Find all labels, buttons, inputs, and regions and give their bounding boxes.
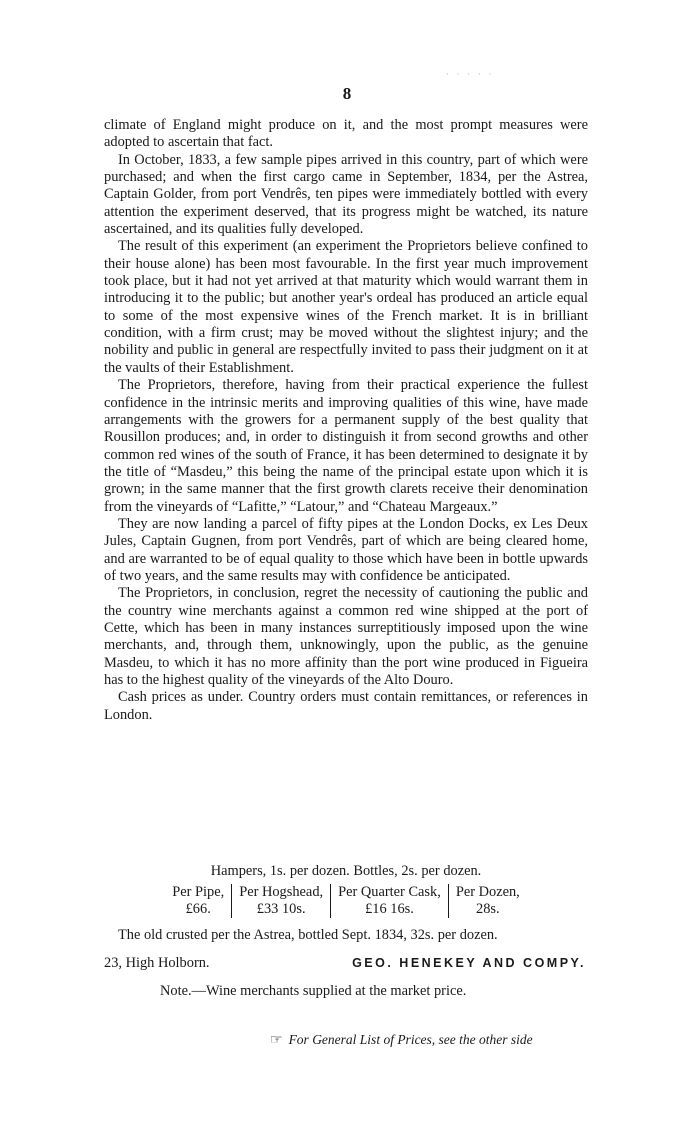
address: 23, High Holborn.: [104, 955, 210, 971]
note-line: Note.—Wine merchants supplied at the market price.: [160, 983, 467, 999]
paragraph-6: The Proprietors, in conclusion, regret the necessity of cautioning the public and the country wine merchants against a common red wine shipped at the port of Cette, which has been in many instances surreptitiously imposed upon the wine merchants, and, through them, unknowingly, upon the public, as the genuine Masdeu, to which it has no more affinity than the port wine produced in Figueira has to the highest quality of the vineyards of the Alto Douro.: [104, 585, 588, 688]
hampers-line: Hampers, 1s. per dozen. Bottles, 2s. per dozen.: [210, 863, 482, 879]
price-label: Per Quarter Cask,: [338, 884, 441, 900]
crusted-line: The old crusted per the Astrea, bottled Sept. 1834, 32s. per dozen.: [118, 927, 498, 943]
paragraph-1: climate of England might produce on it, and the most prompt measures were adopted to ascertain that fact.: [104, 117, 588, 151]
price-value: £66.: [185, 901, 211, 917]
footer: [270, 1032, 533, 1049]
paragraph-4: The Proprietors, therefore, having from their practical experience the fullest confidence in the intrinsic merits and improving qualities of this wine, have made arrangements with the growers for a permanent supply of the best quality that Rousillon produces; and, in order to distinguish it from second growths and other common red wines of the south of France, it has been determined to designate it by the title of “Masdeu,” this being the name of the principal estate upon which it is grown; in the same manner that the first growth clarets receive their denomination from the vineyards of “Lafitte,” “Latour,” and “Chateau Margeaux.”: [104, 377, 588, 515]
price-section: [104, 862, 588, 1000]
price-value: 28s.: [476, 901, 500, 917]
pointing-hand-icon: ☞: [270, 1033, 283, 1048]
price-cell-dozen: [449, 884, 527, 918]
price-label: Per Pipe,: [172, 884, 225, 900]
paragraph-3: The result of this experiment (an experiment the Proprietors believe confined to their house alone) has been most favourable. In the first year much improvement took place, but it had not yet arrived at that maturity which would warrant them in introducing it to the public; but another year's ordeal has produced an article equal to some of the most expensive wines of the French market. It is in brilliant condition, with a firm crust; may be moved without the slightest injury; and the nobility and public in general are respectfully invited to pass their judgment on it at the vaults of their Establishment.: [104, 238, 588, 376]
paragraph-7: Cash prices as under. Country orders must contain remittances, or references in London.: [104, 689, 588, 723]
firm-name: GEO. HENEKEY AND COMPY.: [352, 956, 586, 970]
print-specks: · · · · ·: [446, 70, 495, 79]
price-label: Per Hogshead,: [239, 884, 324, 900]
price-cell-quarter-cask: [331, 884, 449, 918]
signature-row: [104, 946, 588, 972]
price-cell-hogshead: [232, 884, 331, 918]
page-number: 8: [342, 84, 352, 103]
price-value: £33 10s.: [256, 901, 306, 917]
body-text: [104, 117, 588, 724]
paragraph-2: In October, 1833, a few sample pipes arrived in this country, part of which were purchased; and when the first cargo came in September, 1834, per the Astrea, Captain Golder, from port Vendrês, ten pipes were immediately bottled with every attention the experiment deserved, that its progress might be watched, its nature ascertained, and its qualities fully developed.: [104, 151, 588, 238]
price-cell-pipe: [165, 884, 232, 918]
price-value: £16 16s.: [365, 901, 414, 917]
price-label: Per Dozen,: [455, 884, 520, 900]
price-table: [104, 884, 588, 918]
footer-text: For General List of Prices, see the other side: [288, 1032, 533, 1047]
paragraph-5: They are now landing a parcel of fifty pipes at the London Docks, ex Les Deux Jules, Captain Gugnen, from port Vendrês, part of which are being cleared home, and are warranted to be of equal quality to those which have been in bottle upwards of two years, and the same results may with confidence be anticipated.: [104, 515, 588, 584]
